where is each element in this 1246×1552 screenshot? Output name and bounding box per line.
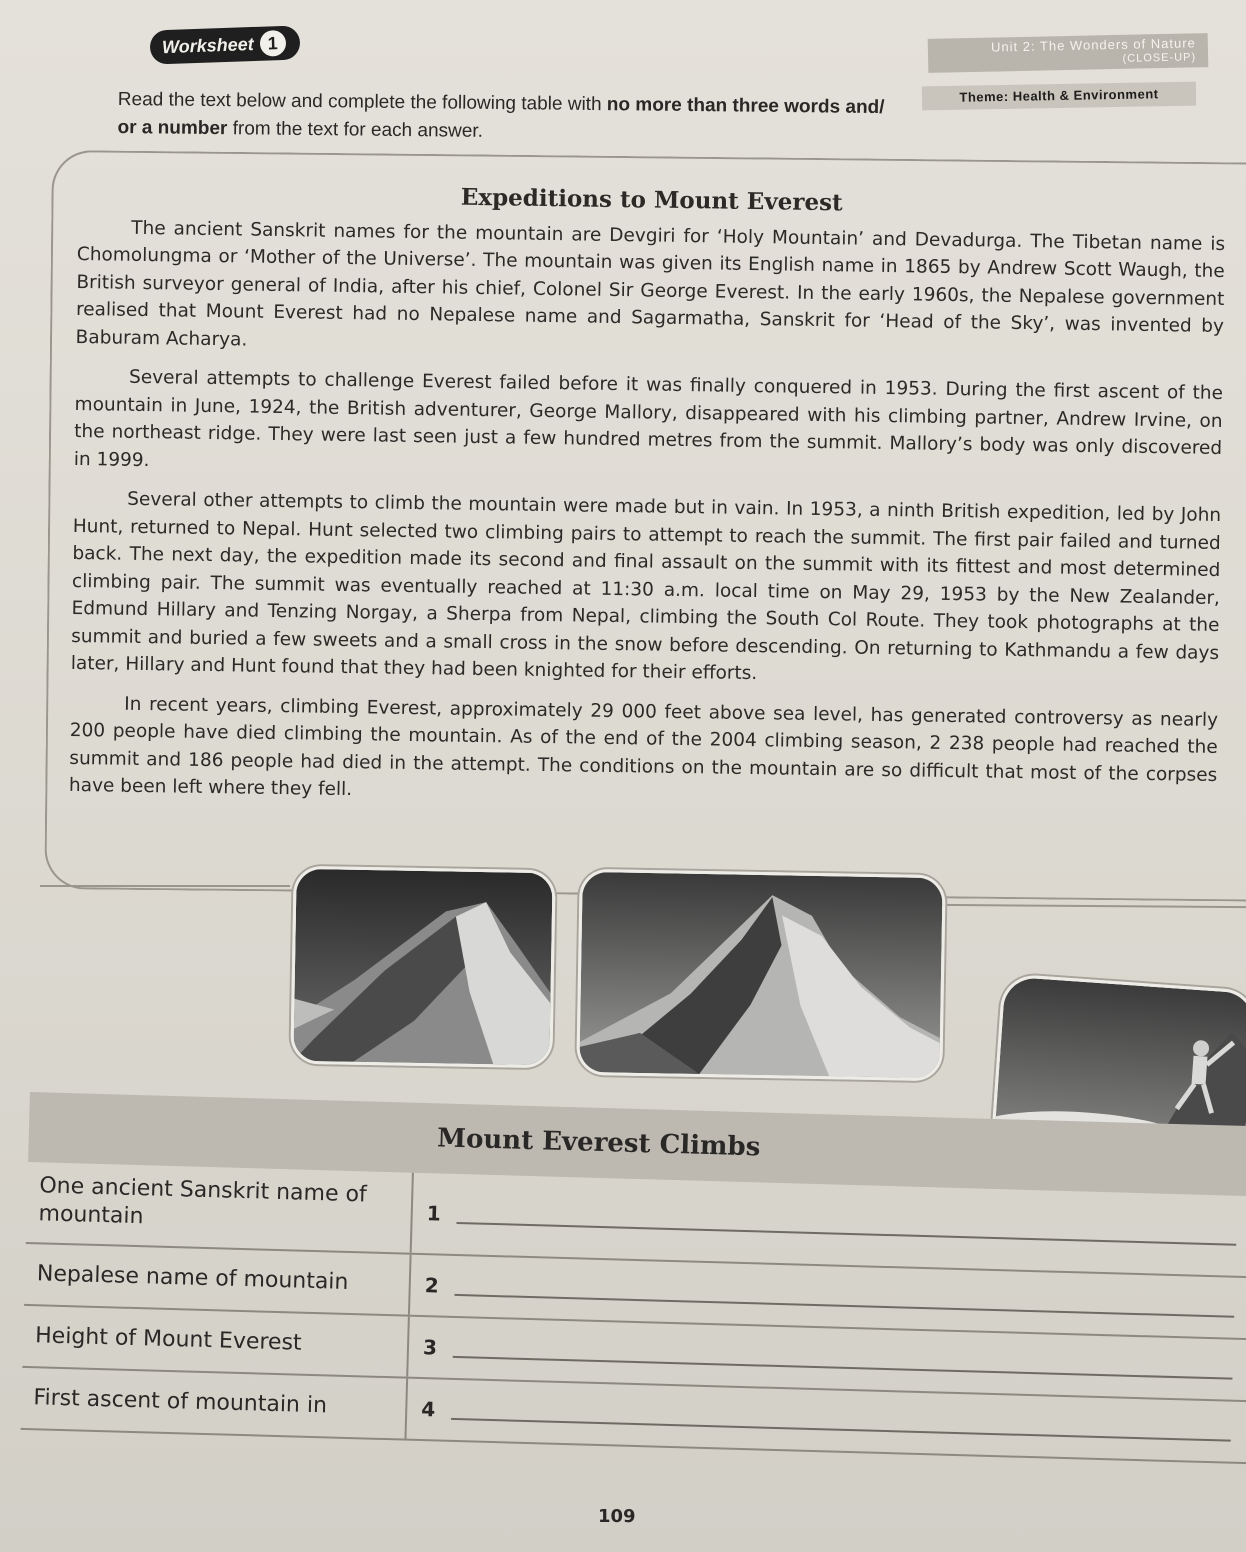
unit-title: Unit 2: The Wonders of Nature: [990, 35, 1196, 55]
article-paragraph: Several attempts to challenge Everest failed before it was finally conquered in 1953. During the first ascent of the mountain in June, 1924, the British adventurer, George Mallory, disappeared with his climbing partner, Andrew Irvine, on the northeast ridge. They were last seen just a few hundred metres from the summit. Mallory’s body was only discovered in 1999.: [73, 366, 1224, 471]
answer-blank[interactable]: [453, 1356, 1233, 1380]
worksheet-badge: [149, 25, 300, 64]
article: [69, 178, 1226, 828]
article-title: Expeditions to Mount Everest: [460, 183, 843, 217]
unit-subtitle: (CLOSE-UP): [1122, 51, 1197, 65]
worksheet-number: 1: [259, 30, 286, 57]
row-label: One ancient Sanskrit name of mountain: [26, 1162, 414, 1253]
instructions: [117, 86, 908, 150]
divider-line: [940, 904, 1246, 908]
page-number: 109: [598, 1506, 636, 1527]
article-paragraph: In recent years, climbing Everest, approximately 29 000 feet above sea level, has generated controversy as nearly 200 people have died climbing the mountain. As of the end of the 2004 climbing season, 2 238 people had reached the summit and 186 people had died in the attempt. The conditions on the mountain are so difficult that most of the corpses have been left where they fell.: [68, 693, 1219, 801]
instructions-text-2: from the text for each answer.: [227, 118, 484, 142]
mountain-photo-1: [290, 866, 555, 1069]
row-label: First ascent of mountain in: [21, 1368, 409, 1439]
answer-number: 1: [426, 1201, 442, 1226]
answer-number: 4: [420, 1397, 436, 1422]
answer-blank[interactable]: [454, 1294, 1234, 1318]
divider-line: [40, 885, 290, 887]
answer-blank[interactable]: [451, 1418, 1231, 1442]
article-paragraph: The ancient Sanskrit names for the mountain are Devgiri for ‘Holy Mountain’ and Devadurga. The Tibetan name is Chomolungma or ‘Mother of the Universe’. The mountain was given its English name in 1865 by Andrew Scott Waugh, the British surveyor general of India, after his chief, Colonel Sir George Everest. In the early 1960s, the Nepalese government realised that Mount Everest had no Nepalese name and Sagarmatha, Sanskrit for ‘Head of the Sky’, was invented by Baburam Acharya.: [75, 217, 1226, 351]
worksheet-label: Worksheet: [161, 33, 255, 57]
mountain-photo-2: [576, 869, 946, 1081]
row-label: Nepalese name of mountain: [24, 1244, 412, 1315]
instructions-bold: no more than three words and/ or a number: [117, 94, 885, 140]
answer-blank[interactable]: [456, 1222, 1236, 1246]
answer-number: 2: [424, 1273, 440, 1298]
article-paragraph: Several other attempts to climb the mountain were made but in vain. In 1953, a ninth British expedition, led by John Hunt, returned to Nepal. Hunt selected two climbing pairs to attempt to reach the summit. The first pair failed and turned back. The next day, the expedition made its second and final assault on the summit with its fittest and most determined climbing pair. The summit was eventually reached at 11:30 a.m. local time on May 29, 1953 by the New Zealander, Edmund Hillary and Tenzing Norgay, a Sherpa from Nepal, climbing the South Col Route. They took photographs at the summit and buried a few sweets and a small cross in the snow before descending. On returning to Kathmandu a few days later, Hillary and Hunt found that they had been knighted for their efforts.: [70, 488, 1222, 685]
answer-number: 3: [422, 1335, 438, 1360]
answer-table: [21, 1092, 1246, 1465]
theme-banner: Theme: Health & Environment: [922, 82, 1196, 111]
instructions-text-1: Read the text below and complete the following table with: [117, 88, 607, 116]
row-label: Height of Mount Everest: [22, 1306, 410, 1377]
table-title: Mount Everest Climbs: [28, 1092, 1246, 1197]
unit-banner: [928, 33, 1209, 73]
